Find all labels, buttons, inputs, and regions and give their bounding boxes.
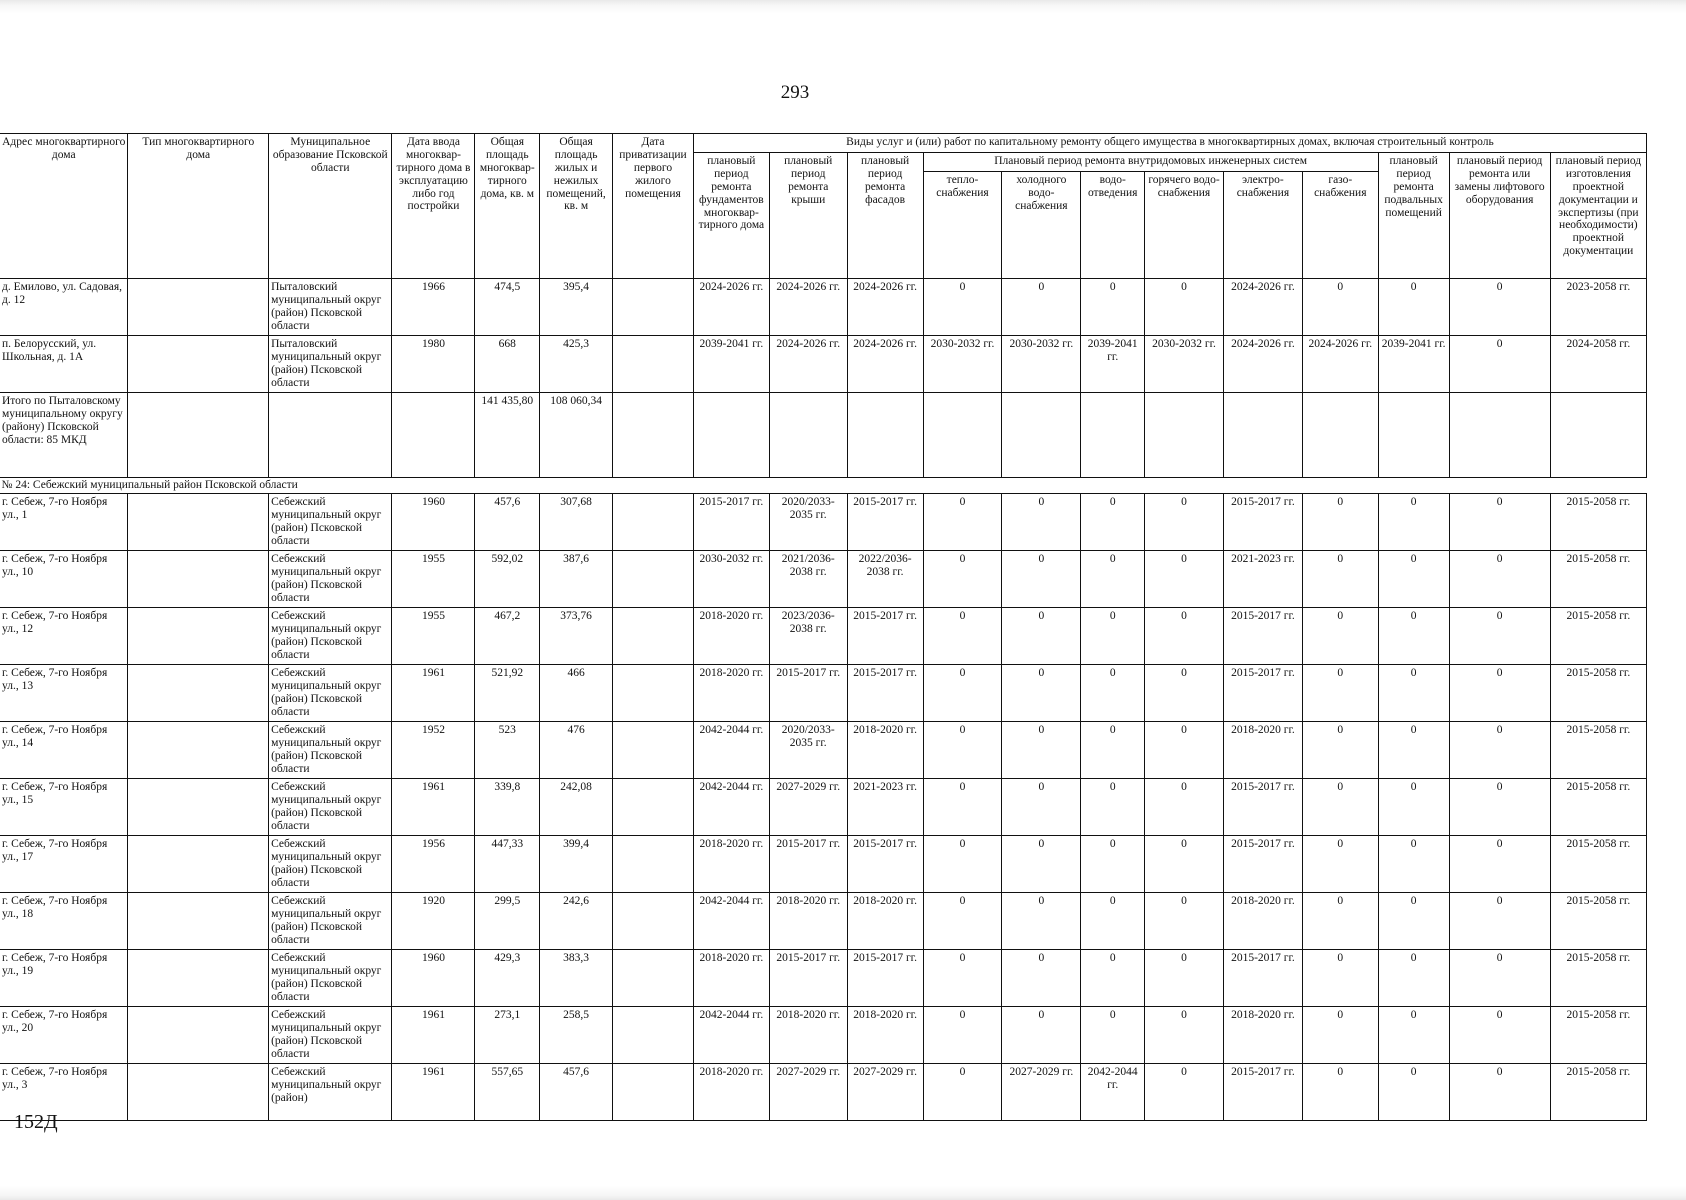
total-area-cell: 457,6 [475,493,540,550]
year-cell: 1920 [392,892,475,949]
gas-cell: 2024-2026 гг. [1302,336,1378,393]
roof-cell: 2027-2029 гг. [769,1063,847,1120]
table-row [0,1063,1647,1120]
municipality-cell: Себежский муниципальный округ (район) Псковской области [269,721,392,778]
design-docs-cell: 2015-2058 гг. [1550,1063,1646,1120]
table-row [0,336,1647,393]
scan-noise-top [0,0,1686,14]
col-basement: плановый период ремонта подвальных помещений [1378,153,1449,279]
design-docs-cell: 2015-2058 гг. [1550,892,1646,949]
cold-water-cell: 2030-2032 гг. [1002,336,1081,393]
type-cell [128,835,269,892]
sewerage-cell: 0 [1081,279,1145,336]
design-docs-cell: 2015-2058 гг. [1550,778,1646,835]
type-cell [128,949,269,1006]
design-docs-cell: 2015-2058 гг. [1550,721,1646,778]
foundation-cell: 2018-2020 гг. [693,664,769,721]
roof-cell: 2018-2020 гг. [769,892,847,949]
total-area-cell: 447,33 [475,835,540,892]
total-area-cell: 339,8 [475,778,540,835]
premises-area-cell: 476 [540,721,613,778]
total-area-cell: 521,92 [475,664,540,721]
basement-cell: 0 [1378,1006,1449,1063]
cold-water-cell: 0 [1002,664,1081,721]
facade-cell: 2015-2017 гг. [847,493,923,550]
type-cell [128,721,269,778]
premises-area-cell: 466 [540,664,613,721]
page-number: 293 [780,82,810,103]
gas-cell: 0 [1302,892,1378,949]
premises-area-cell: 242,08 [540,778,613,835]
privatization-cell [613,949,694,1006]
roof-cell: 2020/2033-2035 гг. [769,493,847,550]
electricity-cell: 2015-2017 гг. [1223,1063,1302,1120]
table-row [0,892,1647,949]
electricity-cell: 2015-2017 гг. [1223,778,1302,835]
type-cell [128,279,269,336]
cold-water-cell: 0 [1002,778,1081,835]
gas-cell: 0 [1302,949,1378,1006]
address-cell: г. Себеж, 7-го Ноября ул., 10 [0,550,128,607]
design-docs-cell: 2015-2058 гг. [1550,835,1646,892]
sewerage-cell: 0 [1081,892,1145,949]
type-cell [128,550,269,607]
design-docs-cell: 2024-2058 гг. [1550,336,1646,393]
header-row-1 [0,134,1647,153]
col-facade: плановый период ремонта фасадов [847,153,923,279]
gas-cell: 0 [1302,1006,1378,1063]
municipality-cell: Себежский муниципальный округ (район) Псковской области [269,892,392,949]
table-row [0,279,1647,336]
design-docs-cell: 2015-2058 гг. [1550,607,1646,664]
premises-area-cell: 242,6 [540,892,613,949]
privatization-cell [613,664,694,721]
heating-cell: 0 [923,279,1002,336]
basement-cell: 2039-2041 гг. [1378,336,1449,393]
municipality-cell: Себежский муниципальный округ (район) [269,1063,392,1120]
col-commission-date: Дата ввода многоквар-тирного дома в эксплуатацию либо год постройки [392,134,475,279]
col-elevator: плановый период ремонта или замены лифтового оборудования [1449,153,1550,279]
foundation-cell: 2042-2044 гг. [693,1006,769,1063]
year-cell: 1961 [392,1063,475,1120]
foundation-cell: 2015-2017 гг. [693,493,769,550]
basement-cell: 0 [1378,949,1449,1006]
total-area-cell: 592,02 [475,550,540,607]
address-cell: г. Себеж, 7-го Ноября ул., 20 [0,1006,128,1063]
gas-cell: 0 [1302,493,1378,550]
cold-water-cell: 0 [1002,279,1081,336]
cold-water-cell: 0 [1002,493,1081,550]
heating-cell: 0 [923,493,1002,550]
hot-water-cell: 0 [1145,835,1224,892]
foundation-cell: 2042-2044 гг. [693,892,769,949]
foundation-cell: 2030-2032 гг. [693,550,769,607]
col-works-group: Виды услуг и (или) работ по капитальному ремонту общего имущества в многоквартирных домах, включая строительный контроль [693,134,1646,153]
premises-area-cell: 307,68 [540,493,613,550]
basement-cell: 0 [1378,835,1449,892]
hot-water-cell: 0 [1145,949,1224,1006]
year-cell: 1961 [392,664,475,721]
heating-cell: 2030-2032 гг. [923,336,1002,393]
col-foundation: плановый период ремонта фундаментов многоквар-тирного дома [693,153,769,279]
hot-water-cell: 0 [1145,892,1224,949]
electricity-cell: 2018-2020 гг. [1223,892,1302,949]
sewerage-cell: 0 [1081,778,1145,835]
hot-water-cell: 0 [1145,279,1224,336]
heating-cell: 0 [923,664,1002,721]
roof-cell: 2021/2036-2038 гг. [769,550,847,607]
basement-cell: 0 [1378,1063,1449,1120]
privatization-cell [613,778,694,835]
hot-water-cell: 0 [1145,607,1224,664]
facade-cell: 2018-2020 гг. [847,1006,923,1063]
elevator-cell: 0 [1449,835,1550,892]
heating-cell: 0 [923,721,1002,778]
cold-water-cell: 0 [1002,949,1081,1006]
heating-cell: 0 [923,949,1002,1006]
col-municipality: Муниципальное образование Псковской области [269,134,392,279]
address-cell: г. Себеж, 7-го Ноября ул., 15 [0,778,128,835]
facade-cell: 2018-2020 гг. [847,892,923,949]
col-engineering-group: Плановый период ремонта внутридомовых инженерных систем [923,153,1378,172]
premises-area-cell: 395,4 [540,279,613,336]
col-type: Тип многоквартирного дома [128,134,269,279]
sewerage-cell: 0 [1081,835,1145,892]
municipality-cell: Пыталовский муниципальный округ (район) Псковской области [269,336,392,393]
facade-cell: 2027-2029 гг. [847,1063,923,1120]
design-docs-cell: 2015-2058 гг. [1550,949,1646,1006]
cold-water-cell: 0 [1002,835,1081,892]
foundation-cell: 2039-2041 гг. [693,336,769,393]
elevator-cell: 0 [1449,550,1550,607]
type-cell [128,664,269,721]
roof-cell: 2018-2020 гг. [769,1006,847,1063]
electricity-cell: 2015-2017 гг. [1223,664,1302,721]
facade-cell: 2021-2023 гг. [847,778,923,835]
facade-cell: 2018-2020 гг. [847,721,923,778]
table-row [0,835,1647,892]
municipality-cell: Себежский муниципальный округ (район) Псковской области [269,778,392,835]
premises-area-cell: 457,6 [540,1063,613,1120]
privatization-cell [613,279,694,336]
footer-code: 152Д [14,1111,58,1133]
basement-cell: 0 [1378,892,1449,949]
sebezh-rows [0,493,1647,1120]
design-docs-cell: 2015-2058 гг. [1550,664,1646,721]
design-docs-cell: 2015-2058 гг. [1550,493,1646,550]
col-cold-water: холодного водо-снабжения [1002,172,1081,279]
electricity-cell: 2021-2023 гг. [1223,550,1302,607]
basement-cell: 0 [1378,550,1449,607]
roof-cell: 2024-2026 гг. [769,279,847,336]
roof-cell: 2015-2017 гг. [769,835,847,892]
premises-area-cell: 373,76 [540,607,613,664]
table-row [0,1006,1647,1063]
electricity-cell: 2024-2026 гг. [1223,336,1302,393]
address-cell: г. Себеж, 7-го Ноября ул., 19 [0,949,128,1006]
table-row [0,778,1647,835]
electricity-cell: 2015-2017 гг. [1223,493,1302,550]
col-heating: тепло-снабжения [923,172,1002,279]
heating-cell: 0 [923,835,1002,892]
roof-cell: 2020/2033-2035 гг. [769,721,847,778]
hot-water-cell: 0 [1145,1063,1224,1120]
elevator-cell: 0 [1449,336,1550,393]
gas-cell: 0 [1302,778,1378,835]
address-cell: г. Себеж, 7-го Ноября ул., 14 [0,721,128,778]
premises-area-cell: 383,3 [540,949,613,1006]
col-privatization-date: Дата приватизации первого жилого помещения [613,134,694,279]
cold-water-cell: 0 [1002,550,1081,607]
foundation-cell: 2042-2044 гг. [693,721,769,778]
total-area-cell: 429,3 [475,949,540,1006]
municipality-cell: Себежский муниципальный округ (район) Псковской области [269,664,392,721]
year-cell: 1961 [392,1006,475,1063]
total-area-sum: 141 435,80 [475,393,540,478]
roof-cell: 2015-2017 гг. [769,664,847,721]
sewerage-cell: 0 [1081,949,1145,1006]
sewerage-cell: 0 [1081,607,1145,664]
total-area-cell: 523 [475,721,540,778]
type-cell [128,778,269,835]
elevator-cell: 0 [1449,279,1550,336]
gas-cell: 0 [1302,835,1378,892]
basement-cell: 0 [1378,721,1449,778]
roof-cell: 2024-2026 гг. [769,336,847,393]
premises-area-sum: 108 060,34 [540,393,613,478]
electricity-cell: 2018-2020 гг. [1223,1006,1302,1063]
total-block [0,393,1647,494]
table-row [0,607,1647,664]
facade-cell: 2015-2017 гг. [847,835,923,892]
sewerage-cell: 0 [1081,1006,1145,1063]
heating-cell: 0 [923,892,1002,949]
sewerage-cell: 0 [1081,493,1145,550]
privatization-cell [613,721,694,778]
col-address: Адрес многоквартирного дома [0,134,128,279]
facade-cell: 2024-2026 гг. [847,336,923,393]
type-cell [128,1063,269,1120]
cold-water-cell: 0 [1002,1006,1081,1063]
heating-cell: 0 [923,1063,1002,1120]
col-sewerage: водо-отведения [1081,172,1145,279]
design-docs-cell: 2015-2058 гг. [1550,1006,1646,1063]
municipality-cell: Себежский муниципальный округ (район) Псковской области [269,949,392,1006]
privatization-cell [613,892,694,949]
foundation-cell: 2018-2020 гг. [693,835,769,892]
gas-cell: 0 [1302,721,1378,778]
address-cell: г. Себеж, 7-го Ноября ул., 3 [0,1063,128,1120]
basement-cell: 0 [1378,279,1449,336]
heating-cell: 0 [923,778,1002,835]
year-cell: 1955 [392,607,475,664]
elevator-cell: 0 [1449,892,1550,949]
address-cell: д. Емилово, ул. Садовая, д. 12 [0,279,128,336]
facade-cell: 2015-2017 гг. [847,607,923,664]
municipality-cell: Себежский муниципальный округ (район) Псковской области [269,1006,392,1063]
elevator-cell: 0 [1449,607,1550,664]
year-cell: 1966 [392,279,475,336]
col-hot-water: горячего водо-снабжения [1145,172,1224,279]
col-total-area: Общая площадь многоквар-тирного дома, кв. м [475,134,540,279]
total-row [0,393,1647,478]
col-electricity: электро-снабжения [1223,172,1302,279]
roof-cell: 2023/2036-2038 гг. [769,607,847,664]
total-area-cell: 273,1 [475,1006,540,1063]
privatization-cell [613,493,694,550]
section-title: № 24: Себежский муниципальный район Псковской области [0,478,1647,494]
sewerage-cell: 2042-2044 гг. [1081,1063,1145,1120]
address-cell: г. Себеж, 7-го Ноября ул., 17 [0,835,128,892]
total-area-cell: 299,5 [475,892,540,949]
foundation-cell: 2042-2044 гг. [693,778,769,835]
address-cell: г. Себеж, 7-го Ноября ул., 12 [0,607,128,664]
basement-cell: 0 [1378,607,1449,664]
design-docs-cell: 2015-2058 гг. [1550,550,1646,607]
year-cell: 1952 [392,721,475,778]
elevator-cell: 0 [1449,493,1550,550]
repair-program-table [0,133,1647,1121]
gas-cell: 0 [1302,1063,1378,1120]
gas-cell: 0 [1302,550,1378,607]
total-area-cell: 557,65 [475,1063,540,1120]
cold-water-cell: 0 [1002,892,1081,949]
municipality-cell: Себежский муниципальный округ (район) Псковской области [269,835,392,892]
scan-noise-bottom [0,1186,1686,1200]
pytalovo-rows [0,279,1647,393]
heating-cell: 0 [923,607,1002,664]
hot-water-cell: 2030-2032 гг. [1145,336,1224,393]
hot-water-cell: 0 [1145,721,1224,778]
privatization-cell [613,835,694,892]
municipality-cell: Себежский муниципальный округ (район) Псковской области [269,493,392,550]
sewerage-cell: 0 [1081,664,1145,721]
electricity-cell: 2015-2017 гг. [1223,607,1302,664]
cold-water-cell: 2027-2029 гг. [1002,1063,1081,1120]
type-cell [128,493,269,550]
total-area-cell: 467,2 [475,607,540,664]
foundation-cell: 2018-2020 гг. [693,1063,769,1120]
design-docs-cell: 2023-2058 гг. [1550,279,1646,336]
elevator-cell: 0 [1449,721,1550,778]
table-row [0,493,1647,550]
elevator-cell: 0 [1449,1006,1550,1063]
electricity-cell: 2024-2026 гг. [1223,279,1302,336]
electricity-cell: 2015-2017 гг. [1223,949,1302,1006]
electricity-cell: 2015-2017 гг. [1223,835,1302,892]
address-cell: г. Себеж, 7-го Ноября ул., 13 [0,664,128,721]
table-row [0,949,1647,1006]
basement-cell: 0 [1378,778,1449,835]
facade-cell: 2015-2017 гг. [847,664,923,721]
section-row [0,478,1647,494]
type-cell [128,607,269,664]
privatization-cell [613,1006,694,1063]
cold-water-cell: 0 [1002,721,1081,778]
roof-cell: 2027-2029 гг. [769,778,847,835]
total-area-cell: 668 [475,336,540,393]
year-cell: 1961 [392,778,475,835]
elevator-cell: 0 [1449,664,1550,721]
premises-area-cell: 425,3 [540,336,613,393]
gas-cell: 0 [1302,279,1378,336]
cold-water-cell: 0 [1002,607,1081,664]
gas-cell: 0 [1302,664,1378,721]
basement-cell: 0 [1378,664,1449,721]
municipality-cell: Себежский муниципальный округ (район) Псковской области [269,550,392,607]
col-roof: плановый период ремонта крыши [769,153,847,279]
sewerage-cell: 0 [1081,550,1145,607]
address-cell: п. Белорусский, ул. Школьная, д. 1А [0,336,128,393]
premises-area-cell: 399,4 [540,835,613,892]
privatization-cell [613,550,694,607]
elevator-cell: 0 [1449,778,1550,835]
municipality-cell: Себежский муниципальный округ (район) Псковской области [269,607,392,664]
foundation-cell: 2024-2026 гг. [693,279,769,336]
foundation-cell: 2018-2020 гг. [693,607,769,664]
heating-cell: 0 [923,1006,1002,1063]
roof-cell: 2015-2017 гг. [769,949,847,1006]
hot-water-cell: 0 [1145,550,1224,607]
privatization-cell [613,607,694,664]
year-cell: 1960 [392,949,475,1006]
hot-water-cell: 0 [1145,664,1224,721]
heating-cell: 0 [923,550,1002,607]
year-cell: 1980 [392,336,475,393]
address-cell: г. Себеж, 7-го Ноября ул., 18 [0,892,128,949]
table-row [0,721,1647,778]
type-cell [128,1006,269,1063]
facade-cell: 2015-2017 гг. [847,949,923,1006]
facade-cell: 2022/2036-2038 гг. [847,550,923,607]
elevator-cell: 0 [1449,949,1550,1006]
total-label: Итого по Пыталовскому муниципальному округу (району) Псковской области: 85 МКД [0,393,128,478]
type-cell [128,336,269,393]
total-area-cell: 474,5 [475,279,540,336]
table-row [0,664,1647,721]
foundation-cell: 2018-2020 гг. [693,949,769,1006]
col-gas: газо-снабжения [1302,172,1378,279]
hot-water-cell: 0 [1145,1006,1224,1063]
privatization-cell [613,1063,694,1120]
col-design-docs: плановый период изготовления проектной документации и экспертизы (при необходимости) проектной документации [1550,153,1646,279]
hot-water-cell: 0 [1145,493,1224,550]
col-premises-area: Общая площадь жилых и нежилых помещений, кв. м [540,134,613,279]
sewerage-cell: 0 [1081,721,1145,778]
hot-water-cell: 0 [1145,778,1224,835]
table-row [0,550,1647,607]
elevator-cell: 0 [1449,1063,1550,1120]
year-cell: 1955 [392,550,475,607]
privatization-cell [613,336,694,393]
sewerage-cell: 2039-2041 гг. [1081,336,1145,393]
municipality-cell: Пыталовский муниципальный округ (район) Псковской области [269,279,392,336]
facade-cell: 2024-2026 гг. [847,279,923,336]
gas-cell: 0 [1302,607,1378,664]
premises-area-cell: 387,6 [540,550,613,607]
basement-cell: 0 [1378,493,1449,550]
electricity-cell: 2018-2020 гг. [1223,721,1302,778]
address-cell: г. Себеж, 7-го Ноября ул., 1 [0,493,128,550]
year-cell: 1960 [392,493,475,550]
year-cell: 1956 [392,835,475,892]
premises-area-cell: 258,5 [540,1006,613,1063]
type-cell [128,892,269,949]
